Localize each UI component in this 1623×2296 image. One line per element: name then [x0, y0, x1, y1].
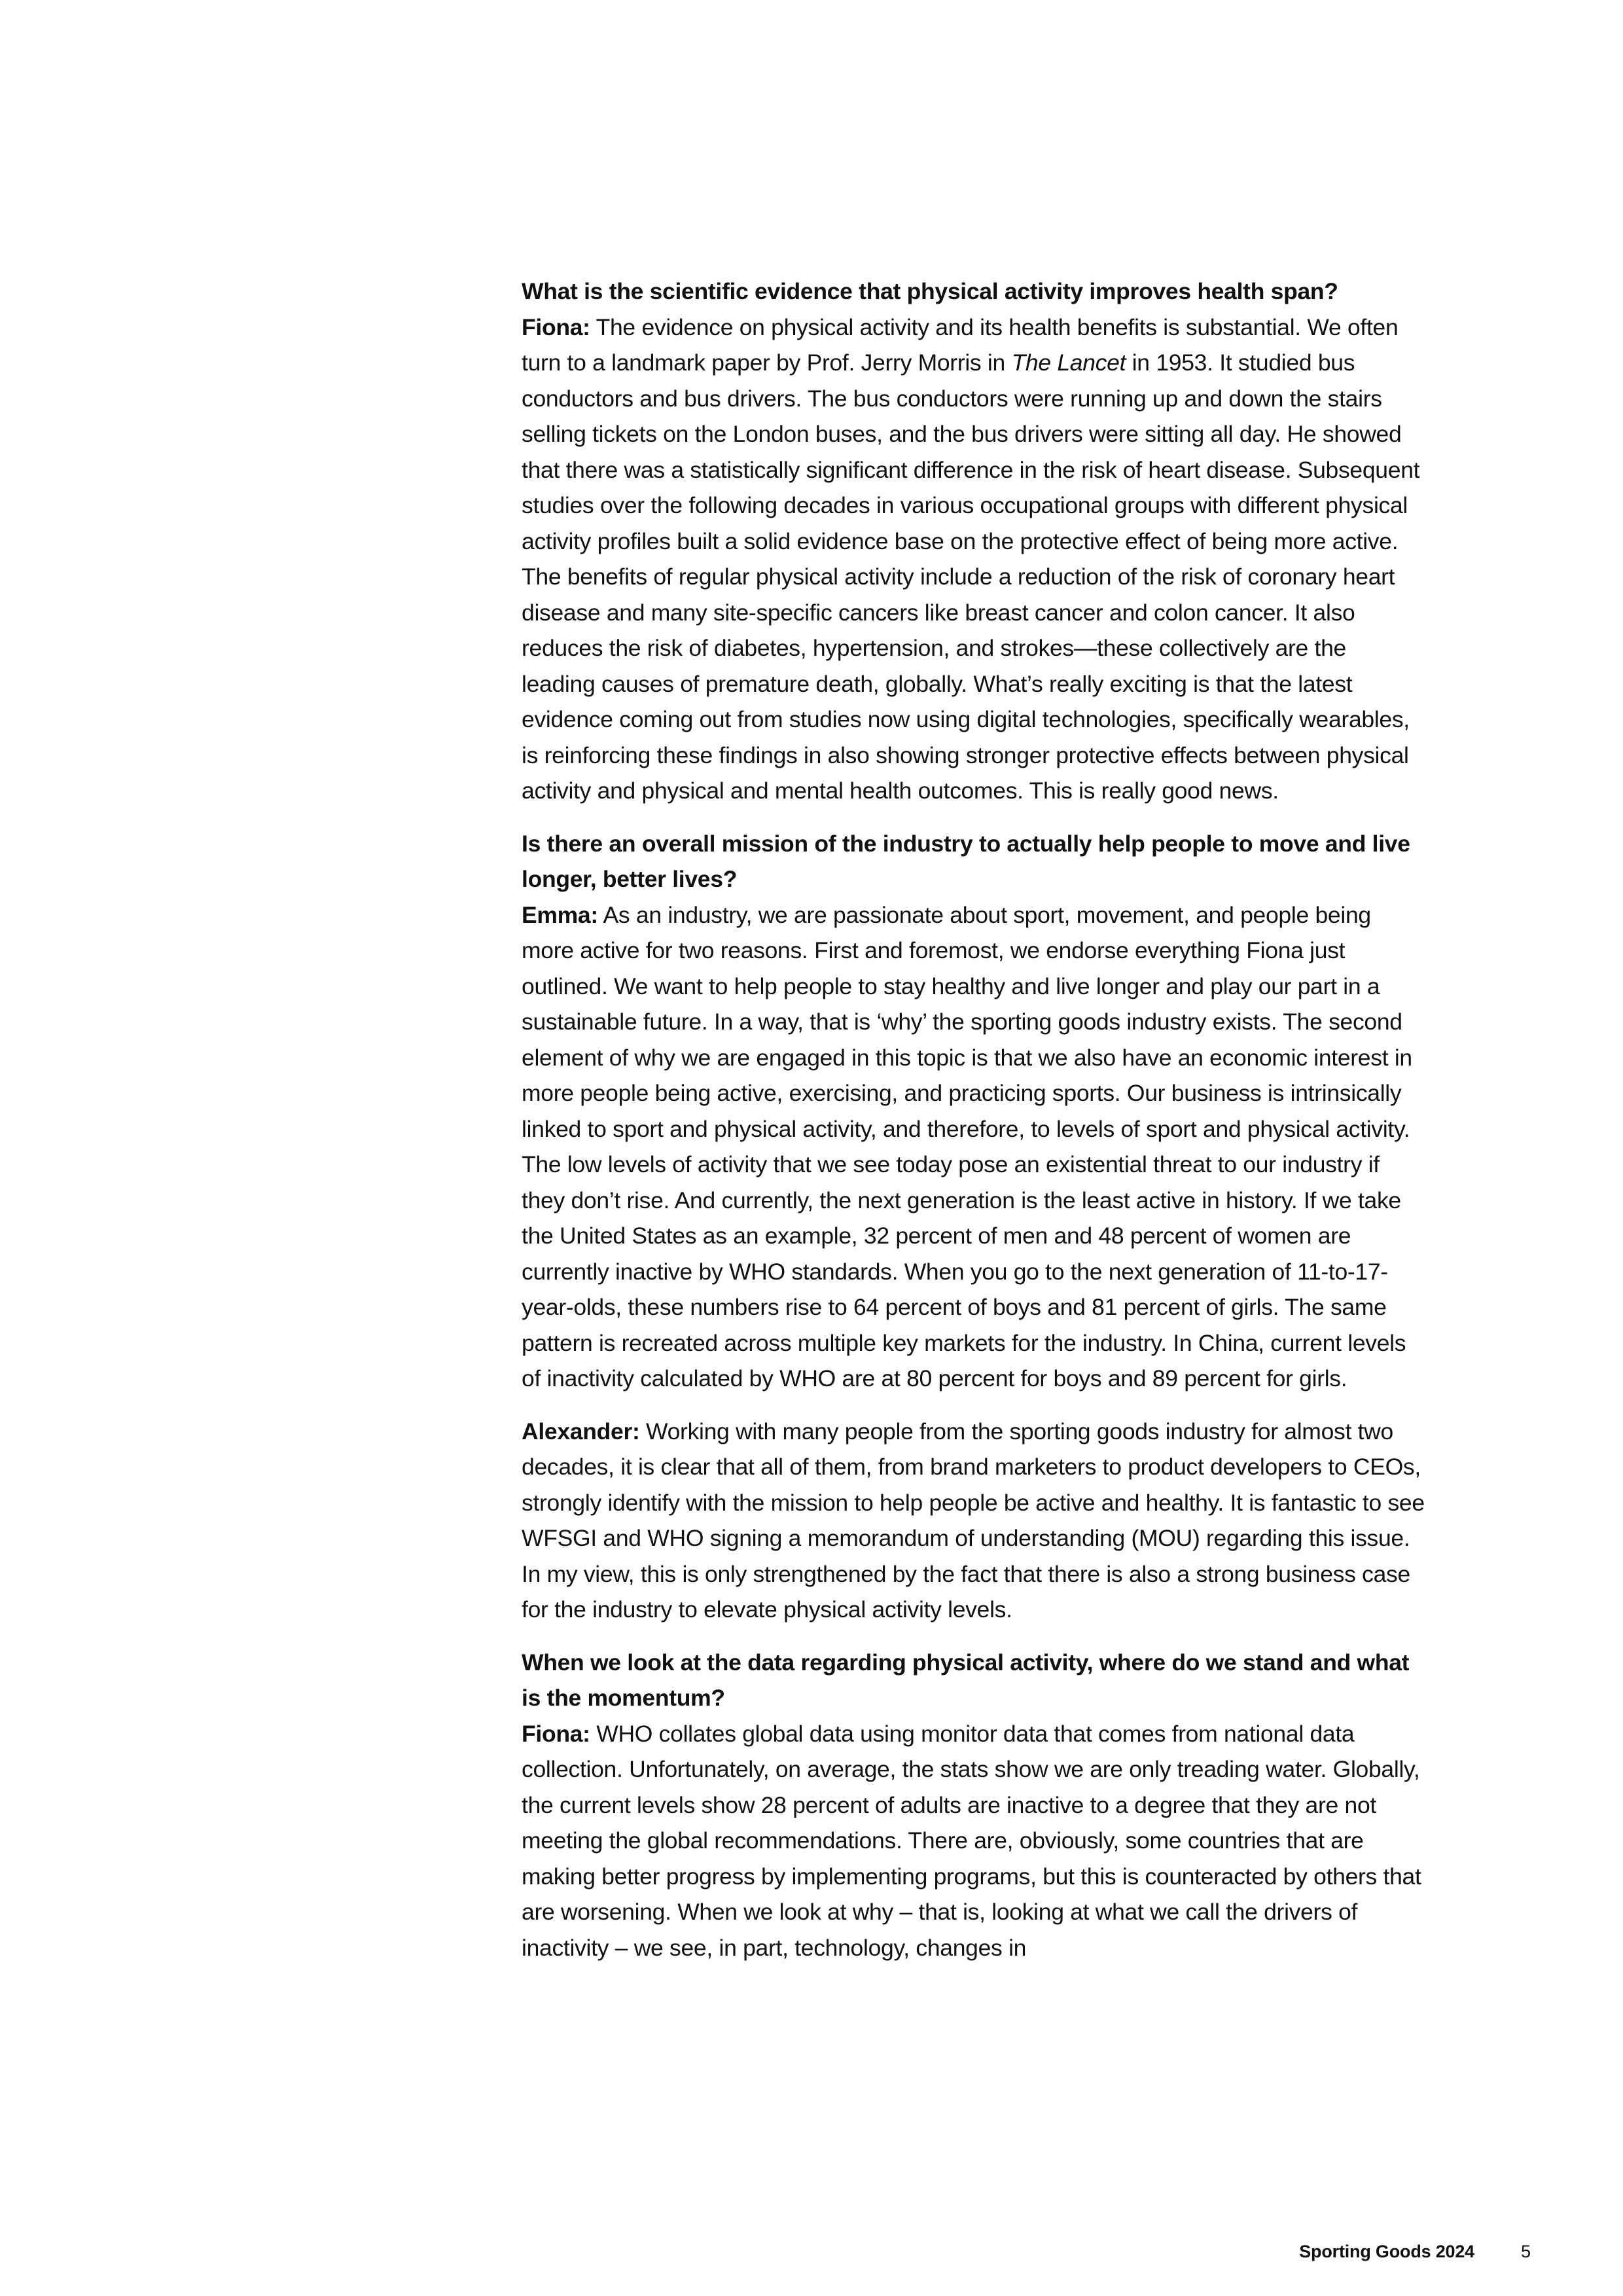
- answer-fiona-1: [522, 310, 1425, 809]
- speaker-label: Emma:: [522, 901, 598, 928]
- speaker-label: Fiona:: [522, 1720, 590, 1747]
- answer-fiona-2: [522, 1716, 1425, 1966]
- article-body: [522, 274, 1425, 1965]
- answer-text: in 1953. It studied bus conductors and bus drivers. The bus conductors were running up and down the stairs selling tickets on the London buses, and the bus drivers were sitting all day. He showed that there was a statistically significant difference in the risk of heart disease. Subsequent studies over the following decades in various occupational groups with different physical activity profiles built a solid evidence base on the protective effect of being more active. The benefits of regular physical activity include a reduction of the risk of coronary heart disease and many site-specific cancers like breast cancer and colon cancer. It also reduces the risk of diabetes, hypertension, and strokes—these collectively are the leading causes of premature death, globally. What’s really exciting is that the latest evidence coming out from studies now using digital technologies, specifically wearables, is reinforcing these findings in also showing stronger protective effects between physical activity and physical and mental health outcomes. This is really good news.: [522, 350, 1420, 804]
- page-number: 5: [1521, 2242, 1531, 2261]
- question-health-span: What is the scientific evidence that physical activity improves health span?: [522, 278, 1338, 304]
- question-industry-mission: Is there an overall mission of the industry to actually help people to move and live longer, better lives?: [522, 830, 1410, 892]
- answer-text: WHO collates global data using monitor data that comes from national data collection. Unfortunately, on average, the stats show we are only treading water. Globally, the current levels show 28 percent of adults are inactive to a degree that they are not meeting the global recommendations. There are, obviously, some countries that are making better progress by implementing programs, but this is counteracted by others that are worsening. When we look at why – that is, looking at what we call the drivers of inactivity – we see, in part, technology, changes in: [522, 1720, 1421, 1961]
- question-activity-data: When we look at the data regarding physical activity, where do we stand and what is the momentum?: [522, 1649, 1410, 1711]
- speaker-label: Alexander:: [522, 1418, 640, 1444]
- answer-text: Working with many people from the sporting goods industry for almost two decades, it is clear that all of them, from brand marketers to product developers to CEOs, strongly identify with the mission to help people be active and healthy. It is fantastic to see WFSGI and WHO signing a memorandum of understanding (MOU) regarding this issue. In my view, this is only strengthened by the fact that there is also a strong business case for the industry to elevate physical activity levels.: [522, 1418, 1425, 1623]
- answer-emma: [522, 897, 1425, 1397]
- journal-title: The Lancet: [1011, 350, 1126, 376]
- answer-text: As an industry, we are passionate about sport, movement, and people being more active for two reasons. First and foremost, we endorse everything Fiona just outlined. We want to help people to stay healthy and live longer and play our part in a sustainable future. In a way, that is ‘why’ the sporting goods industry exists. The second element of why we are engaged in this topic is that we also have an economic interest in more people being active, exercising, and practicing sports. Our business is intrinsically linked to sport and physical activity, and therefore, to levels of sport and physical activity. The low levels of activity that we see today pose an existential threat to our industry if they don’t rise. And currently, the next generation is the least active in history. If we take the United States as an example, 32 percent of men and 48 percent of women are currently inactive by WHO standards. When you go to the next generation of 11-to-17-year-olds, these numbers rise to 64 percent of boys and 81 percent of girls. The same pattern is recreated across multiple key markets for the industry. In China, current levels of inactivity calculated by WHO are at 80 percent for boys and 89 percent for girls.: [522, 901, 1412, 1391]
- footer-title: Sporting Goods 2024: [1299, 2242, 1474, 2261]
- answer-text: The evidence on physical activity and its health benefits is substantial. We often turn to a landmark paper by Prof. Jerry Morris in: [522, 314, 1399, 376]
- speaker-label: Fiona:: [522, 314, 590, 340]
- answer-alexander: [522, 1414, 1425, 1628]
